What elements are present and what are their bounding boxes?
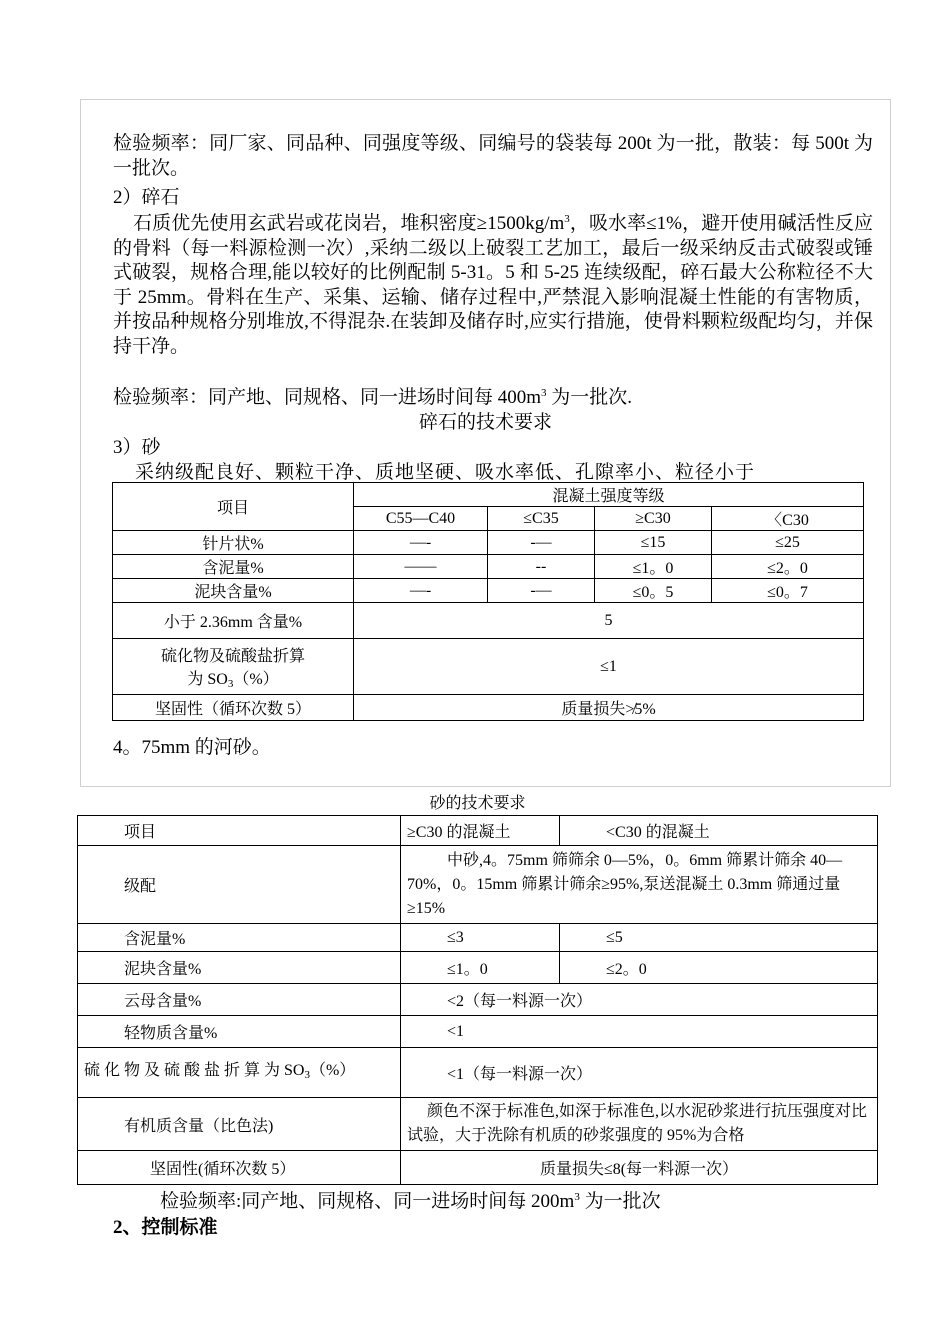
sand-description: 采纳级配良好、颗粒干净、质地坚硬、吸水率低、孔隙率小、粒径小于 [135, 462, 756, 483]
table-row [78, 952, 878, 984]
sand-tail-text: 4。75mm 的河砂。 [113, 737, 271, 758]
table-row [113, 579, 864, 603]
cell: —- [354, 579, 488, 603]
header-item: 项目 [113, 483, 354, 531]
gravel-frequency-text: 检验频率：同产地、同规格、同一进场时间每 $400m^3$ 为一批次. [113, 387, 633, 408]
row-item: 针片状% [113, 531, 354, 555]
row-item: 轻物质含量% [78, 1016, 401, 1048]
cell: <2（每一料源一次） [401, 984, 878, 1016]
table-row [78, 924, 878, 952]
row-item: 坚固性(循环次数 5） [78, 1151, 401, 1185]
header-grade: ≤C35 [488, 507, 595, 531]
gravel-requirements-table [112, 482, 864, 721]
cell: ≤15 [595, 531, 712, 555]
row-item: 含泥量% [78, 924, 401, 952]
cell: 质量损失≯5% [354, 695, 864, 721]
cell: 质量损失≤8(每一料源一次） [401, 1151, 878, 1185]
cell: ≤1。0 [595, 555, 712, 579]
row-item: 硫化物及硫酸盐折算 为 $SO_3(\%)$ [113, 639, 354, 695]
cell: 5 [354, 603, 864, 639]
cell: -— [488, 531, 595, 555]
row-item: 级配 [78, 846, 401, 924]
table-row [78, 1048, 878, 1098]
gravel-table-title: 碎石的技术要求 [418, 412, 552, 433]
sand-table-title: 砂的技术要求 [429, 795, 526, 812]
cell: ≤3 [401, 924, 560, 952]
row-item: 含泥量% [113, 555, 354, 579]
cement-frequency-text: 检验频率：同厂家、同品种、同强度等级、同编号的袋装每 200t 为一批，散装：每 500t 为一批次。 [113, 133, 873, 179]
table-row [78, 1016, 878, 1048]
cell: ≤2。0 [560, 952, 878, 984]
cell: ≤0。7 [712, 579, 864, 603]
cell: ≤1。0 [401, 952, 560, 984]
header-grade: ≥C30 [595, 507, 712, 531]
table-row [113, 531, 864, 555]
table-row [78, 984, 878, 1016]
control-standard-heading: 2、控制标准 [113, 1217, 218, 1238]
sand-requirements-table [77, 815, 878, 1185]
cell: ≤0。5 [595, 579, 712, 603]
gravel-description: 石质优先使用玄武岩或花岗岩，堆积密度$\ge 1500kg/m^3$，吸水率≤1%，避开使用碱活性反应的骨料（每一料源检测一次）,采纳二级以上破裂工艺加工，最后一级采纳反击式破裂或锤式破裂，规格合理,能以较好的比例配制 5-31。5 和 5-25 连续级配，碎石最大公称粒径不大于 25mm。骨料在生产、采集、运输、储存过程中,严禁混入影响混凝土性能的有害物质，并按品种规格分别堆放,不得混杂.在装卸及储存时,应实行措施，使骨料颗粒级配均匀，并保持干净。 [113, 213, 873, 357]
cell: —— [354, 555, 488, 579]
cell: <1（每一料源一次） [401, 1048, 878, 1098]
row-item: 云母含量% [78, 984, 401, 1016]
cell: ≤5 [560, 924, 878, 952]
header-grade: 〈C30 [712, 507, 864, 531]
header-col-a: ≥C30 的混凝土 [401, 816, 560, 846]
sand-frequency-text: 检验频率:同产地、同规格、同一进场时间每 $200m^3$ 为一批次 [160, 1191, 661, 1212]
row-item: 坚固性（循环次数 5） [113, 695, 354, 721]
header-grade-group: 混凝土强度等级 [354, 483, 864, 507]
table-row [113, 555, 864, 579]
table-row [78, 816, 878, 846]
table-row [78, 1151, 878, 1185]
row-item: 小于 2.36mm 含量% [113, 603, 354, 639]
row-item: 泥块含量% [113, 579, 354, 603]
header-item: 项目 [78, 816, 401, 846]
table-row [78, 1098, 878, 1151]
cell: ≤2。0 [712, 555, 864, 579]
row-item: 有机质含量（比色法) [78, 1098, 401, 1151]
cell: -— [488, 579, 595, 603]
cell: —- [354, 531, 488, 555]
cell: <1 [401, 1016, 878, 1048]
cell: 中砂,4。75mm 筛筛余 0—5%，0。6mm 筛累计筛余 40—70%，0。15mm 筛累计筛余≥95%,泵送混凝土 0.3mm 筛通过量≥15% [401, 846, 878, 924]
cell: ≤25 [712, 531, 864, 555]
table-row [113, 695, 864, 721]
row-item: 泥块含量% [78, 952, 401, 984]
table-row [113, 603, 864, 639]
sand-heading: 3）砂 [113, 437, 161, 458]
cell: 颜色不深于标准色,如深于标准色,以水泥砂浆进行抗压强度对比试验，大于洗除有机质的砂浆强度的 95%为合格 [401, 1098, 878, 1151]
cell: ≤1 [354, 639, 864, 695]
header-grade: C55—C40 [354, 507, 488, 531]
cell: -- [488, 555, 595, 579]
gravel-heading: 2）碎石 [113, 187, 180, 208]
table-row [78, 846, 878, 924]
header-col-b: <C30 的混凝土 [560, 816, 878, 846]
table-row [113, 639, 864, 695]
row-item: 硫 化 物 及 硫 酸 盐 折 算 为 $SO_3(\%)$ [78, 1048, 401, 1098]
